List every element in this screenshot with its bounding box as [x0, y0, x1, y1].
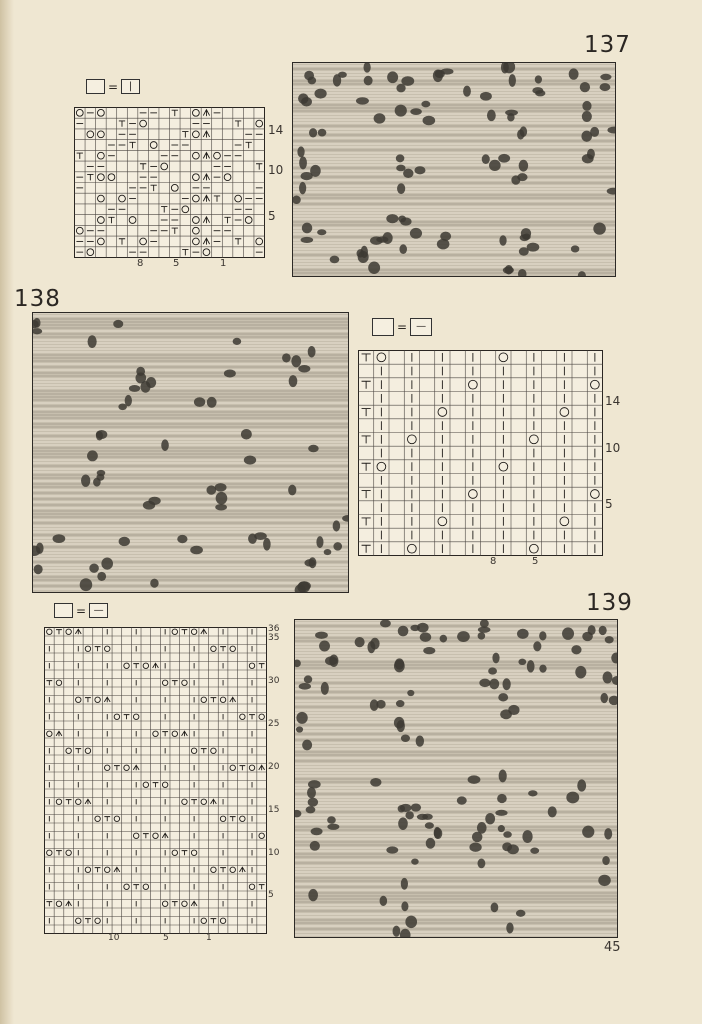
knit-swatch-image-138: [33, 313, 348, 592]
legend-139: [54, 603, 108, 618]
lace-eyelet: [521, 228, 531, 239]
lace-eyelet: [487, 110, 496, 122]
lace-eyelet: [416, 736, 424, 747]
lace-eyelet: [600, 83, 611, 91]
lace-eyelet: [36, 543, 44, 554]
lace-eyelet: [308, 798, 318, 807]
lace-eyelet: [398, 817, 408, 830]
lace-eyelet: [291, 355, 301, 367]
lace-eyelet: [423, 116, 436, 126]
lace-eyelet: [603, 671, 613, 683]
lace-eyelet: [143, 501, 155, 510]
lace-eyelet: [244, 455, 256, 464]
lace-eyelet: [398, 805, 405, 813]
lace-eyelet: [207, 397, 217, 408]
lace-eyelet: [517, 129, 524, 139]
lace-eyelet: [405, 811, 413, 819]
chart-139-row-label: 30: [268, 676, 280, 686]
lace-eyelet: [505, 110, 518, 116]
legend-equals: =: [108, 79, 119, 94]
book-spine-shadow: [0, 0, 14, 1024]
lace-eyelet: [440, 232, 451, 241]
lace-eyelet: [593, 222, 606, 234]
lace-eyelet: [324, 549, 332, 555]
lace-eyelet: [495, 810, 507, 816]
lace-eyelet: [477, 859, 485, 869]
chart-138-row-label: 5: [605, 497, 613, 511]
lace-eyelet: [398, 216, 406, 223]
lace-eyelet: [469, 843, 481, 852]
chart-139-grid: [44, 627, 284, 945]
lace-eyelet: [516, 910, 526, 917]
lace-eyelet: [296, 712, 307, 724]
chart-139-row-label: 15: [268, 805, 280, 815]
chart-138-grid: [358, 350, 620, 572]
knit-swatch-photo-139: [294, 619, 618, 938]
lace-eyelet: [414, 166, 425, 174]
lace-eyelet: [582, 101, 591, 111]
lace-eyelet: [491, 902, 499, 912]
lace-eyelet: [206, 485, 216, 494]
lace-eyelet: [298, 93, 308, 104]
lace-eyelet: [215, 483, 227, 492]
lace-eyelet: [440, 635, 447, 643]
chart-137-col-label: 1: [220, 258, 227, 269]
lace-eyelet: [386, 846, 398, 853]
lace-eyelet: [422, 814, 433, 820]
legend-symbol-cell: |: [121, 79, 140, 94]
lace-eyelet: [499, 769, 507, 782]
lace-eyelet: [215, 504, 227, 511]
lace-eyelet: [299, 683, 311, 690]
lace-eyelet: [302, 740, 312, 751]
lace-eyelet: [311, 828, 323, 836]
lace-eyelet: [518, 659, 526, 665]
chart-137-col-label: 5: [173, 258, 180, 269]
lace-eyelet: [356, 97, 369, 104]
lace-eyelet: [492, 653, 499, 664]
legend-symbol-cell: —: [89, 603, 108, 618]
lace-eyelet: [368, 262, 380, 274]
lace-eyelet: [396, 154, 405, 162]
lace-eyelet: [87, 450, 98, 461]
legend-137: [86, 79, 140, 94]
knit-swatch-image-139: [295, 620, 617, 937]
lace-eyelet: [376, 700, 385, 709]
lace-eyelet: [308, 780, 321, 788]
lace-eyelet: [194, 397, 205, 407]
lace-eyelet: [401, 76, 414, 86]
lace-eyelet: [380, 896, 388, 906]
lace-eyelet: [582, 632, 593, 641]
lace-eyelet: [500, 709, 512, 719]
chart-137-grid: [74, 107, 279, 271]
lace-eyelet: [398, 626, 409, 637]
lace-eyelet: [577, 779, 586, 791]
lace-eyelet: [254, 532, 267, 540]
lace-eyelet: [306, 806, 316, 813]
lace-eyelet: [308, 445, 319, 452]
lace-eyelet: [387, 71, 398, 83]
pattern-number-138: 138: [14, 286, 61, 312]
lace-eyelet: [604, 828, 612, 839]
lace-eyelet: [502, 678, 510, 690]
lace-eyelet: [308, 77, 317, 85]
lace-eyelet: [316, 536, 323, 548]
lace-eyelet: [304, 675, 312, 683]
lace-eyelet: [396, 165, 405, 172]
knit-swatch-photo-137: [292, 62, 616, 277]
lace-eyelet: [479, 679, 490, 687]
lace-eyelet: [397, 183, 405, 194]
lace-eyelet: [580, 82, 590, 92]
lace-eyelet: [463, 86, 471, 97]
lace-eyelet: [299, 182, 306, 195]
lace-eyelet: [480, 92, 492, 101]
lace-eyelet: [393, 926, 401, 937]
lace-eyelet: [485, 813, 495, 824]
lace-eyelet: [401, 735, 410, 742]
lace-eyelet: [468, 775, 481, 784]
lace-eyelet: [161, 439, 169, 451]
legend-empty-cell: [54, 603, 73, 618]
chart-138-col-label: 5: [532, 556, 539, 567]
lace-eyelet: [308, 346, 316, 358]
legend-138: [372, 318, 432, 336]
lace-eyelet: [282, 353, 291, 362]
lace-eyelet: [599, 626, 607, 635]
lace-eyelet: [119, 537, 130, 546]
lace-eyelet: [80, 578, 93, 591]
lace-eyelet: [101, 558, 113, 570]
chart-139: [44, 624, 284, 945]
lace-eyelet: [517, 173, 527, 181]
lace-eyelet: [129, 385, 140, 392]
knit-swatch-image-137: [293, 63, 615, 276]
lace-eyelet: [302, 223, 312, 234]
lace-eyelet: [417, 623, 429, 633]
lace-eyelet: [571, 245, 579, 252]
lace-eyelet: [519, 160, 529, 172]
lace-eyelet: [498, 154, 510, 163]
lace-eyelet: [401, 901, 408, 911]
lace-eyelet: [396, 700, 404, 707]
lace-eyelet: [386, 214, 398, 223]
pattern-number-137: 137: [584, 32, 631, 58]
lace-eyelet: [314, 89, 326, 99]
lace-eyelet: [522, 830, 532, 843]
lace-eyelet: [420, 632, 431, 642]
lace-eyelet: [333, 74, 341, 86]
lace-eyelet: [376, 236, 388, 242]
chart-139-row-label: 35: [268, 633, 280, 643]
lace-eyelet: [317, 229, 326, 235]
lace-eyelet: [298, 365, 310, 372]
lace-eyelet: [97, 572, 106, 581]
chart-137-row-label: 10: [268, 163, 284, 177]
lace-eyelet: [532, 87, 543, 94]
lace-eyelet: [562, 627, 574, 640]
lace-eyelet: [411, 803, 421, 811]
lace-eyelet: [498, 825, 505, 832]
lace-eyelet: [358, 251, 369, 263]
lace-eyelet: [482, 154, 490, 164]
lace-eyelet: [478, 632, 486, 639]
lace-eyelet: [333, 520, 340, 531]
legend-equals: =: [397, 320, 408, 334]
lace-eyelet: [399, 244, 407, 254]
lace-eyelet: [539, 665, 546, 673]
lace-eyelet: [405, 916, 417, 928]
lace-eyelet: [88, 335, 97, 348]
lace-eyelet: [497, 794, 507, 803]
lace-eyelet: [489, 160, 501, 171]
lace-eyelet: [509, 74, 516, 87]
chart-139-row-label: 36: [268, 624, 280, 634]
lace-eyelet: [410, 108, 422, 115]
knit-swatch-photo-138: [32, 312, 349, 593]
lace-eyelet: [374, 113, 386, 123]
lace-eyelet: [89, 564, 99, 573]
lace-eyelet: [472, 832, 483, 842]
chart-139-col-label: 1: [206, 933, 212, 943]
lace-eyelet: [125, 395, 132, 406]
lace-eyelet: [569, 68, 579, 79]
lace-eyelet: [590, 127, 599, 137]
lace-eyelet: [315, 632, 328, 639]
lace-eyelet: [598, 875, 611, 886]
chart-139-row-label: 10: [268, 848, 280, 858]
lace-eyelet: [177, 535, 187, 543]
chart-137-col-label: 8: [137, 258, 144, 269]
lace-eyelet: [421, 101, 430, 108]
lace-eyelet: [502, 842, 512, 851]
lace-eyelet: [327, 816, 336, 824]
lace-eyelet: [308, 889, 318, 901]
lace-eyelet: [527, 660, 535, 672]
lace-eyelet: [370, 638, 379, 650]
lace-eyelet: [370, 778, 381, 787]
lace-eyelet: [528, 790, 537, 796]
lace-eyelet: [517, 629, 529, 639]
lace-eyelet: [146, 377, 156, 388]
lace-eyelet: [582, 111, 592, 122]
legend-empty-cell: [372, 318, 394, 336]
lace-eyelet: [263, 538, 271, 551]
lace-eyelet: [53, 534, 66, 543]
lace-eyelet: [355, 637, 365, 647]
lace-eyelet: [81, 474, 90, 486]
lace-eyelet: [190, 546, 203, 555]
lace-eyelet: [318, 129, 327, 137]
lace-eyelet: [600, 74, 611, 80]
lace-eyelet: [309, 557, 317, 568]
lace-eyelet: [319, 641, 330, 652]
chart-137-row-label: 14: [268, 123, 284, 137]
lace-eyelet: [403, 169, 413, 178]
lace-eyelet: [582, 826, 594, 838]
chart-138-col-label: 8: [490, 556, 497, 567]
lace-eyelet: [533, 641, 541, 651]
legend-equals: =: [76, 603, 87, 618]
legend-symbol-cell: —: [410, 318, 432, 336]
chart-139-row-label: 25: [268, 719, 280, 729]
chart-138: [358, 350, 620, 572]
chart-139-row-label: 5: [268, 890, 274, 900]
lace-eyelet: [441, 68, 454, 74]
chart-139-row-label: 20: [268, 762, 280, 772]
lace-eyelet: [224, 369, 236, 377]
lace-eyelet: [330, 256, 340, 264]
lace-eyelet: [503, 267, 514, 274]
lace-eyelet: [216, 492, 228, 505]
lace-eyelet: [297, 146, 304, 157]
lace-eyelet: [548, 806, 557, 817]
lace-eyelet: [425, 822, 434, 829]
lace-eyelet: [602, 856, 610, 865]
lace-eyelet: [96, 431, 103, 441]
lace-eyelet: [93, 478, 101, 487]
lace-eyelet: [288, 485, 296, 496]
lace-eyelet: [535, 75, 542, 83]
lace-eyelet: [309, 128, 317, 137]
lace-eyelet: [150, 579, 158, 588]
lace-eyelet: [539, 631, 546, 640]
lace-eyelet: [410, 228, 422, 239]
lace-eyelet: [457, 631, 470, 642]
lace-eyelet: [498, 693, 508, 701]
lace-eyelet: [600, 693, 608, 703]
lace-eyelet: [364, 76, 373, 86]
chart-139-col-label: 5: [163, 933, 169, 943]
chart-138-row-label: 14: [605, 394, 621, 408]
lace-eyelet: [396, 84, 405, 93]
lace-eyelet: [299, 156, 307, 169]
lace-eyelet: [457, 796, 467, 804]
page-number: 45: [604, 940, 621, 955]
lace-eyelet: [34, 564, 43, 574]
pattern-number-139: 139: [586, 590, 633, 616]
lace-eyelet: [488, 667, 497, 674]
lace-eyelet: [329, 654, 338, 667]
legend-empty-cell: [86, 79, 105, 94]
lace-eyelet: [426, 838, 436, 849]
swatch-base: [293, 63, 615, 276]
lace-eyelet: [587, 149, 595, 160]
lace-eyelet: [605, 636, 614, 643]
lace-eyelet: [395, 105, 407, 117]
lace-eyelet: [301, 237, 314, 243]
lace-eyelet: [489, 679, 499, 690]
lace-eyelet: [503, 831, 512, 838]
lace-eyelet: [310, 841, 320, 851]
lace-eyelet: [401, 878, 408, 890]
lace-eyelet: [566, 792, 579, 804]
lace-eyelet: [530, 848, 539, 854]
lace-eyelet: [298, 581, 311, 590]
lace-eyelet: [575, 666, 586, 679]
chart-139-col-label: 10: [108, 933, 120, 943]
lace-eyelet: [407, 690, 414, 696]
lace-eyelet: [241, 429, 252, 440]
lace-eyelet: [233, 338, 242, 345]
lace-eyelet: [333, 542, 342, 551]
lace-eyelet: [289, 375, 298, 387]
lace-eyelet: [296, 726, 303, 732]
chart-138-row-label: 10: [605, 441, 621, 455]
lace-eyelet: [506, 923, 513, 934]
lace-eyelet: [411, 858, 418, 864]
lace-eyelet: [394, 717, 405, 729]
lace-eyelet: [434, 828, 442, 839]
lace-eyelet: [519, 247, 529, 255]
lace-eyelet: [395, 658, 405, 669]
lace-eyelet: [327, 824, 339, 830]
lace-eyelet: [499, 235, 506, 246]
lace-eyelet: [321, 682, 329, 695]
lace-eyelet: [571, 645, 581, 654]
chart-137: [74, 107, 284, 271]
lace-eyelet: [307, 787, 316, 798]
chart-137-row-label: 5: [268, 209, 276, 223]
lace-eyelet: [310, 165, 321, 177]
lace-eyelet: [113, 320, 123, 328]
lace-eyelet: [423, 647, 435, 654]
